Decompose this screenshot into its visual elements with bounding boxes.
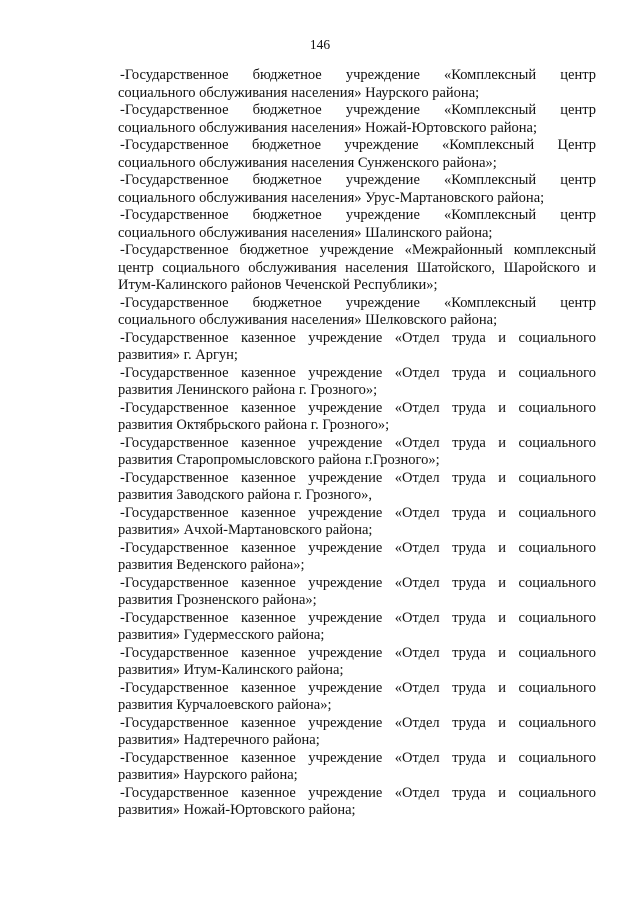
list-item-first-line: -Государственное бюджетное учреждение «Комплексный Центр — [120, 137, 596, 153]
list-item-continuation: социального обслуживания населения» Наурского района; — [118, 84, 480, 101]
list-item — [118, 470, 596, 505]
list-item-first-line: -Государственное казенное учреждение «Отдел труда и социального — [120, 679, 596, 696]
list-item-first-line: -Государственное казенное учреждение «Отдел труда и социального — [120, 784, 596, 801]
list-item — [118, 505, 596, 540]
list-item — [118, 67, 596, 102]
list-item-first-line: -Государственное бюджетное учреждение «Межрайонный комплексный — [120, 242, 596, 258]
list-item — [118, 242, 596, 295]
list-item-first-line: -Государственное бюджетное учреждение «Комплексный центр — [120, 207, 596, 223]
list-item-continuation: развития Грозненского района»; — [118, 592, 317, 608]
list-item-continuation: развития Курчалоевского района»; — [118, 697, 332, 713]
list-item — [118, 610, 596, 645]
institution-list — [118, 67, 596, 820]
list-item-continuation: развития» Надтеречного района; — [118, 732, 320, 748]
list-item-first-line: -Государственное казенное учреждение «Отдел труда и социального — [120, 504, 596, 521]
list-item-continuation: центр социального обслуживания населения Шатойского, Шаройского и Итум-Калинского районов Чеченской Республики»; — [118, 259, 596, 293]
list-item — [118, 102, 596, 137]
list-item-first-line: -Государственное казенное учреждение «Отдел труда и социального — [120, 539, 596, 556]
list-item-continuation: социального обслуживания населения» Шелковского района; — [118, 312, 498, 328]
list-item — [118, 680, 596, 715]
list-item-first-line: -Государственное казенное учреждение «Отдел труда и социального — [120, 749, 596, 766]
list-item-first-line: -Государственное казенное учреждение «Отдел труда и социального — [120, 609, 596, 626]
list-item — [118, 330, 596, 365]
list-item-continuation: развития» Гудермесского района; — [118, 627, 325, 643]
list-item — [118, 575, 596, 610]
list-item-first-line: -Государственное казенное учреждение «Отдел труда и социального — [120, 399, 596, 416]
list-item-continuation: развития Ленинского района г. Грозного»; — [118, 382, 378, 398]
list-item — [118, 172, 596, 207]
list-item-first-line: -Государственное бюджетное учреждение «Комплексный центр — [120, 67, 596, 83]
list-item-continuation: развития» Ножай-Юртовского района; — [118, 802, 356, 818]
list-item — [118, 645, 596, 680]
list-item-continuation: социального обслуживания населения Сунженского района»; — [118, 154, 497, 171]
list-item-first-line: -Государственное казенное учреждение «Отдел труда и социального — [120, 434, 596, 451]
list-item — [118, 715, 596, 750]
list-item-continuation: социального обслуживания населения» Ножай-Юртовского района; — [118, 119, 538, 136]
list-item-continuation: развития» Наурского района; — [118, 767, 298, 783]
list-item-continuation: развития Заводского района г. Грозного», — [118, 487, 373, 503]
list-item — [118, 750, 596, 785]
list-item-first-line: -Государственное казенное учреждение «Отдел труда и социального — [120, 469, 596, 486]
list-item-continuation: развития» г. Аргун; — [118, 347, 238, 363]
list-item-first-line: -Государственное казенное учреждение «Отдел труда и социального — [120, 714, 596, 731]
list-item-continuation: развития» Итум-Калинского района; — [118, 662, 344, 678]
list-item — [118, 295, 596, 330]
list-item-first-line: -Государственное казенное учреждение «Отдел труда и социального — [120, 329, 596, 346]
list-item-first-line: -Государственное казенное учреждение «Отдел труда и социального — [120, 364, 596, 381]
list-item-first-line: -Государственное бюджетное учреждение «Комплексный центр — [120, 172, 596, 188]
list-item-continuation: развития Старопромысловского района г.Грозного»; — [118, 452, 440, 468]
list-item — [118, 400, 596, 435]
list-item-continuation: развития Веденского района»; — [118, 557, 305, 573]
list-item — [118, 435, 596, 470]
list-item — [118, 207, 596, 242]
list-item — [118, 540, 596, 575]
list-item — [118, 365, 596, 400]
list-item-first-line: -Государственное бюджетное учреждение «Комплексный центр — [120, 102, 596, 118]
list-item-first-line: -Государственное казенное учреждение «Отдел труда и социального — [120, 574, 596, 591]
list-item-continuation: социального обслуживания населения» Урус-Мартановского района; — [118, 189, 545, 206]
list-item-continuation: социального обслуживания населения» Шалинского района; — [118, 224, 493, 241]
page-number: 146 — [309, 37, 331, 52]
list-item-first-line: -Государственное бюджетное учреждение «Комплексный центр — [120, 294, 596, 311]
list-item-continuation: развития» Ачхой-Мартановского района; — [118, 522, 373, 538]
list-item — [118, 137, 596, 172]
list-item-first-line: -Государственное казенное учреждение «Отдел труда и социального — [120, 644, 596, 661]
list-item — [118, 785, 596, 820]
list-item-continuation: развития Октябрьского района г. Грозного»; — [118, 417, 390, 433]
